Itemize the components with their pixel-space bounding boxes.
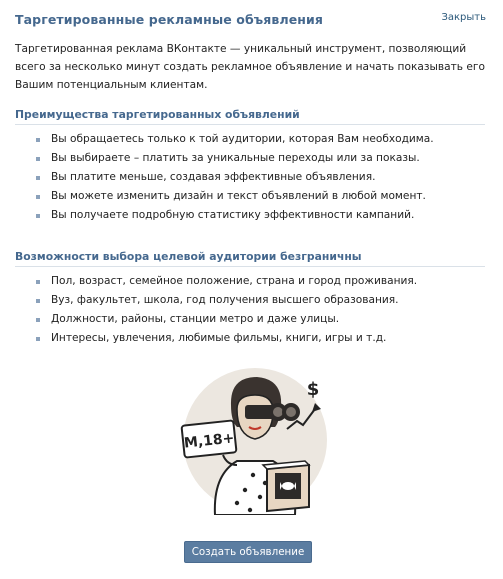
bullet-icon (36, 195, 40, 199)
list-item-text: Вы можете изменить дизайн и текст объявлений в любой момент. (51, 190, 426, 202)
marketing-illustration (175, 365, 335, 515)
list-item (36, 291, 488, 310)
targeting-heading: Возможности выбора целевой аудитории безграничны (15, 250, 485, 267)
bullet-icon (36, 214, 40, 218)
list-item (36, 187, 488, 206)
list-item-text: Вы платите меньше, создавая эффективные объявления. (51, 171, 376, 183)
gift-box-icon (263, 461, 309, 511)
list-item (36, 310, 488, 329)
bullet-icon (36, 280, 40, 284)
bullet-icon (36, 138, 40, 142)
list-item (36, 329, 488, 348)
page-title: Таргетированные рекламные объявления (15, 12, 323, 27)
advantages-heading: Преимущества таргетированных объявлений (15, 108, 485, 125)
list-item-text: Вы получаете подробную статистику эффективности кампаний. (51, 209, 415, 221)
advantages-list (15, 130, 488, 225)
list-item (36, 272, 488, 291)
list-item-text: Интересы, увлечения, любимые фильмы, книги, игры и т.д. (51, 332, 387, 344)
targeting-list (15, 272, 488, 348)
list-item (36, 168, 488, 187)
bullet-icon (36, 157, 40, 161)
list-item-text: Вы выбираете – платить за уникальные переходы или за показы. (51, 152, 420, 164)
bullet-icon (36, 299, 40, 303)
list-item-text: Пол, возраст, семейное положение, страна и город проживания. (51, 275, 418, 287)
binoculars-icon (245, 403, 300, 421)
intro-text: Таргетированная реклама ВКонтакте — уникальный инструмент, позволяющий всего за несколько минут создать рекламное объявление и начать показывать его Вашим потенциальным клиентам. (15, 43, 485, 91)
bullet-icon (36, 176, 40, 180)
list-item (36, 149, 488, 168)
panel-header (15, 10, 488, 34)
age-sign-icon (181, 420, 236, 457)
list-item-text: Вы обращаетесь только к той аудитории, которая Вам необходима. (51, 133, 434, 145)
list-item-text: Должности, районы, станции метро и даже улицы. (51, 313, 340, 325)
bullet-icon (36, 337, 40, 341)
list-item-text: Вуз, факультет, школа, год получения высшего образования. (51, 294, 399, 306)
list-item (36, 130, 488, 149)
create-ad-button[interactable]: Создать объявление (184, 541, 312, 563)
close-link[interactable]: Закрыть (441, 12, 486, 23)
age-sign-text: M,18+ (183, 430, 236, 452)
list-item (36, 206, 488, 225)
dollar-sign: $ (306, 379, 320, 400)
bullet-icon (36, 318, 40, 322)
